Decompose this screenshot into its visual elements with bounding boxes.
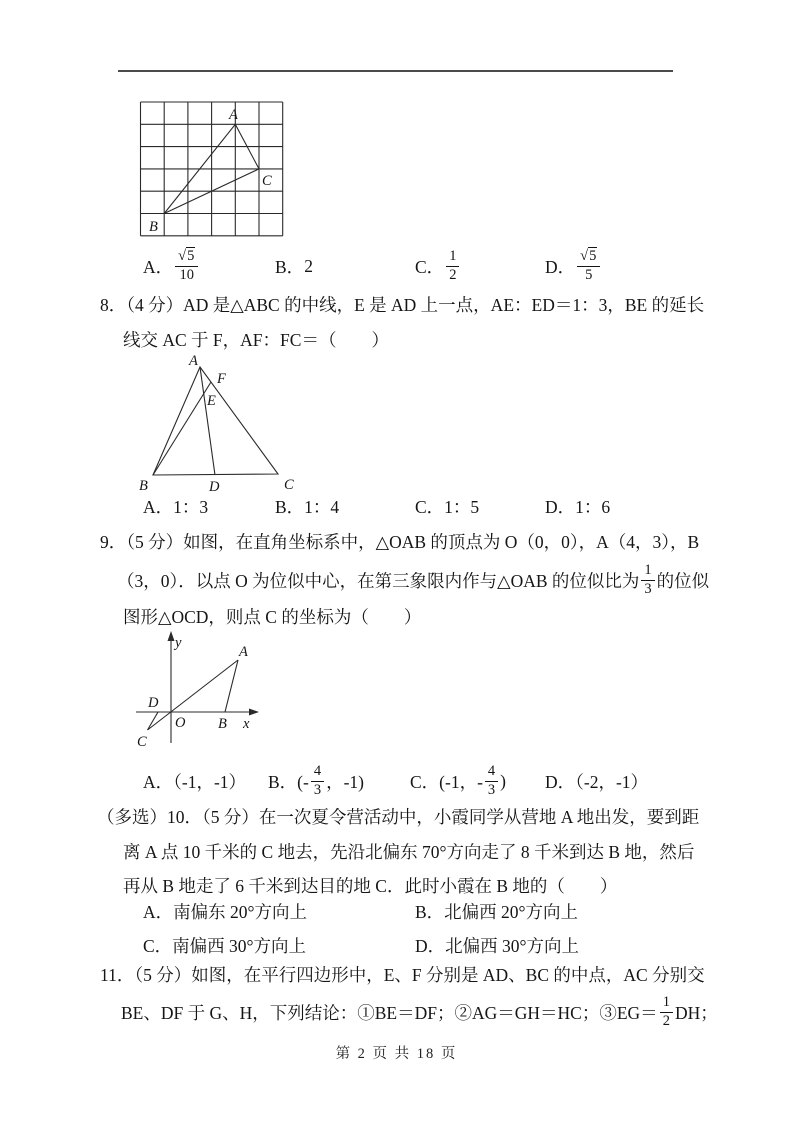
point-label-f: F xyxy=(217,371,226,387)
q9-line2-post: 的位似 xyxy=(656,570,710,591)
q11-line2-fraction xyxy=(660,995,673,1029)
segment-ab xyxy=(225,660,238,712)
q9-choice-b xyxy=(268,757,364,805)
q11-line2-post: DH； xyxy=(674,1002,718,1023)
denominator: 2 xyxy=(449,266,457,283)
y-axis-arrow xyxy=(168,631,175,641)
sqrt-sign: √ xyxy=(178,247,187,264)
q8-choice-c: C．1：5 xyxy=(415,497,480,517)
grid-lines xyxy=(141,102,283,236)
x-axis-arrow xyxy=(249,709,259,716)
q10-text-line1: （多选）10．（5 分）在一次夏令营活动中，小霞同学从营地 A 地出发，要到距 xyxy=(97,807,700,827)
q9-line2-fraction xyxy=(641,563,654,597)
denominator: 10 xyxy=(179,266,194,283)
sqrt-sign: √ xyxy=(580,247,589,264)
q9-text-line1: 9．（5 分）如图，在直角坐标系中，△OAB 的顶点为 O（0，0），A（4，3），B xyxy=(100,532,700,552)
q8-choice-d: D．1：6 xyxy=(545,497,611,517)
q8-choice-b: B．1：4 xyxy=(275,497,340,517)
q10-text-line3: 再从 B 地走了 6 千米到达目的地 C．此时小霞在 B 地的（ ） xyxy=(123,876,618,896)
vertex-label-a: A xyxy=(189,353,198,369)
q9-choice-a xyxy=(143,757,246,805)
denominator: 2 xyxy=(662,1012,670,1029)
question9-coordinate-figure xyxy=(133,630,308,765)
q9-choice-c-pre: C．(-1，- xyxy=(410,771,483,792)
point-label-d: D xyxy=(148,695,159,711)
q10-choice-a: A．南偏东 20°方向上 xyxy=(143,902,308,922)
point-label-d: D xyxy=(209,479,220,495)
q7-choice-d xyxy=(545,240,602,292)
vertex-label-c: C xyxy=(284,477,294,493)
q7-choice-a xyxy=(143,240,200,292)
numerator: 4 xyxy=(311,764,324,782)
q7-choice-a-fraction xyxy=(175,249,198,283)
segment-dc xyxy=(148,712,159,730)
q7-choice-c xyxy=(415,240,461,292)
median-ad xyxy=(200,367,215,475)
q8-text-line1: 8．（4 分）AD 是△ABC 的中线，E 是 AD 上一点，AE：ED＝1：3，BE 的延长 xyxy=(100,295,705,315)
grid-vertex-label-a: A xyxy=(229,107,238,123)
point-label-b: B xyxy=(218,716,227,732)
q11-text-line2 xyxy=(121,990,718,1034)
q7-choice-a-label: A． xyxy=(143,256,174,277)
denominator: 3 xyxy=(644,580,652,597)
q7-choice-b-label: B． xyxy=(275,256,305,277)
triangle-abc xyxy=(153,367,278,475)
q10-choice-d: D．北偏西 30°方向上 xyxy=(415,936,580,956)
axis-label-y: y xyxy=(175,635,182,651)
denominator: 3 xyxy=(487,781,496,798)
q10-choice-c: C．南偏西 30°方向上 xyxy=(143,936,307,956)
q7-choice-b-value: 2 xyxy=(304,255,313,276)
question7-grid-figure xyxy=(136,98,288,240)
q9-choice-c xyxy=(410,757,506,805)
q10-choice-b: B．北偏西 20°方向上 xyxy=(415,902,579,922)
point-label-e: E xyxy=(207,393,216,409)
radicand: 5 xyxy=(187,247,195,264)
q9-choice-d-text: D．（-2，-1） xyxy=(545,771,649,792)
q9-choice-c-fraction xyxy=(485,764,498,798)
point-label-a: A xyxy=(239,644,248,660)
q8-text-line2: 线交 AC 于 F，AF：FC＝（ ） xyxy=(123,330,389,350)
cevian-bf xyxy=(153,382,211,475)
q9-choice-c-post: ) xyxy=(500,770,506,791)
q7-choice-c-label: C． xyxy=(415,256,445,277)
vertex-label-b: B xyxy=(139,478,148,494)
numerator: 4 xyxy=(485,764,498,782)
denominator: 3 xyxy=(313,781,322,798)
grid-vertex-label-b: B xyxy=(149,219,158,235)
numerator: 1 xyxy=(660,995,673,1013)
question8-triangle-figure xyxy=(138,352,343,497)
q9-choice-b-fraction xyxy=(311,764,324,798)
q9-choice-a-text: A．（-1，-1） xyxy=(143,771,247,792)
q8-choice-a: A．1：3 xyxy=(143,497,209,517)
axis-label-x: x xyxy=(243,716,250,732)
denominator: 5 xyxy=(585,266,593,283)
q10-text-line2: 离 A 点 10 千米的 C 地去，先沿北偏东 70°方向走了 8 千米到达 B 地，然后 xyxy=(123,842,695,862)
grid-vertex-label-c: C xyxy=(262,173,272,189)
q7-choice-c-fraction xyxy=(446,249,459,283)
q11-text-line1: 11．（5 分）如图，在平行四边形中，E、F 分别是 AD、BC 的中点，AC 分别交 xyxy=(100,965,705,985)
q9-text-line2 xyxy=(117,558,709,602)
header-rule xyxy=(118,70,673,72)
q7-choice-b xyxy=(275,240,313,292)
q9-choice-d xyxy=(545,757,648,805)
q7-choice-d-fraction xyxy=(577,249,600,283)
radicand: 5 xyxy=(589,247,597,264)
point-label-c: C xyxy=(137,734,147,750)
page-footer: 第 2 页 共 18 页 xyxy=(335,1046,458,1062)
q9-text-line3: 图形△OCD，则点 C 的坐标为（ ） xyxy=(123,607,422,627)
origin-label-o: O xyxy=(175,715,186,731)
q9-choice-b-pre: B．(- xyxy=(268,771,309,792)
q9-choice-b-post: ，-1) xyxy=(326,771,364,792)
numerator: 1 xyxy=(641,563,654,581)
q9-line2-pre: （3，0）．以点 O 为位似中心，在第三象限内作与△OAB 的位似比为 xyxy=(117,570,640,591)
q7-choice-d-label: D． xyxy=(545,256,576,277)
q11-line2-pre: BE、DF 于 G、H，下列结论：①BE＝DF；②AG＝GH＝HC；③EG＝ xyxy=(121,1002,658,1023)
numerator: 1 xyxy=(446,249,459,267)
